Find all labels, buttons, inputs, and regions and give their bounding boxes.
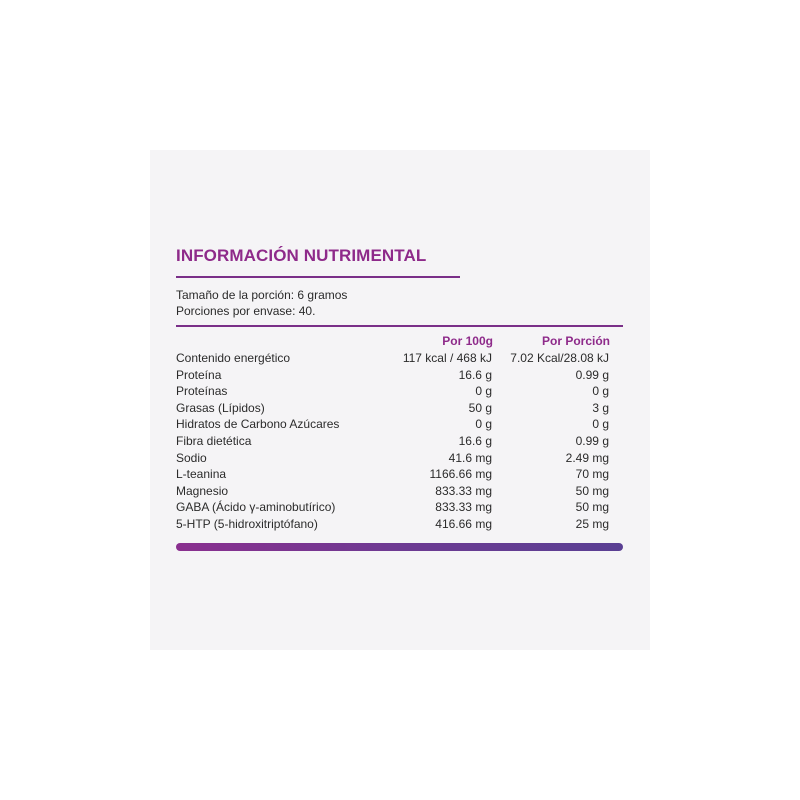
nutrition-table (176, 350, 623, 533)
nutrient-label: GABA (Ácido γ-aminobutírico) (176, 500, 336, 515)
column-header-per-serving: Por Porción (541, 334, 610, 348)
value-per-serving: 7.02 Kcal/28.08 kJ (510, 351, 609, 365)
nutrient-label: Fibra dietética (176, 433, 252, 448)
nutrient-label: Proteínas (176, 384, 228, 399)
table-row (176, 450, 623, 467)
value-per-100g: 1166.66 mg (429, 467, 492, 482)
nutrient-label: Contenido energético (176, 351, 291, 365)
value-per-serving: 0 g (592, 417, 609, 432)
nutrient-label: 5-HTP (5-hidroxitriptófano) (176, 516, 318, 531)
nutrition-title: INFORMACIÓN NUTRIMENTAL (176, 246, 427, 265)
value-per-serving: 0.99 g (575, 367, 609, 382)
table-row (176, 383, 623, 400)
nutrient-label: Magnesio (176, 483, 229, 498)
table-row (176, 499, 623, 516)
value-per-100g: 50 g (468, 400, 492, 415)
nutrient-label: L-teanina (176, 467, 227, 482)
table-row (176, 516, 623, 533)
value-per-serving: 3 g (592, 400, 609, 415)
value-per-100g: 833.33 mg (435, 483, 492, 498)
table-divider (176, 325, 623, 327)
servings-per-container: Porciones por envase: 40. (176, 303, 316, 318)
nutrient-label: Proteína (176, 367, 222, 382)
column-header-per-100g: Por 100g (442, 334, 493, 348)
value-per-serving: 0.99 g (575, 433, 609, 448)
table-row (176, 400, 623, 417)
value-per-100g: 0 g (475, 417, 492, 432)
nutrient-label: Sodio (176, 450, 207, 465)
value-per-100g: 0 g (475, 384, 492, 399)
value-per-100g: 833.33 mg (435, 500, 492, 515)
value-per-serving: 50 mg (575, 500, 609, 515)
value-per-100g: 416.66 mg (435, 516, 492, 531)
table-row (176, 416, 623, 433)
title-divider (176, 276, 460, 278)
footer-gradient-bar (176, 543, 623, 551)
value-per-serving: 70 mg (575, 467, 609, 482)
value-per-serving: 0 g (592, 384, 609, 399)
value-per-100g: 117 kcal / 468 kJ (402, 351, 492, 365)
table-row (176, 367, 623, 384)
table-row (176, 466, 623, 483)
nutrition-label-panel (150, 150, 650, 650)
serving-info (176, 288, 347, 319)
serving-size: Tamaño de la porción: 6 gramos (176, 288, 348, 302)
nutrient-label: Hidratos de Carbono Azúcares (176, 417, 340, 432)
value-per-100g: 41.6 mg (448, 450, 492, 465)
nutrient-label: Grasas (Lípidos) (176, 400, 265, 415)
table-row (176, 350, 623, 367)
value-per-serving: 25 mg (575, 516, 609, 531)
value-per-100g: 16.6 g (458, 367, 492, 382)
table-row (176, 483, 623, 500)
value-per-serving: 50 mg (575, 483, 609, 498)
value-per-serving: 2.49 mg (565, 450, 609, 465)
table-row (176, 433, 623, 450)
value-per-100g: 16.6 g (458, 433, 492, 448)
